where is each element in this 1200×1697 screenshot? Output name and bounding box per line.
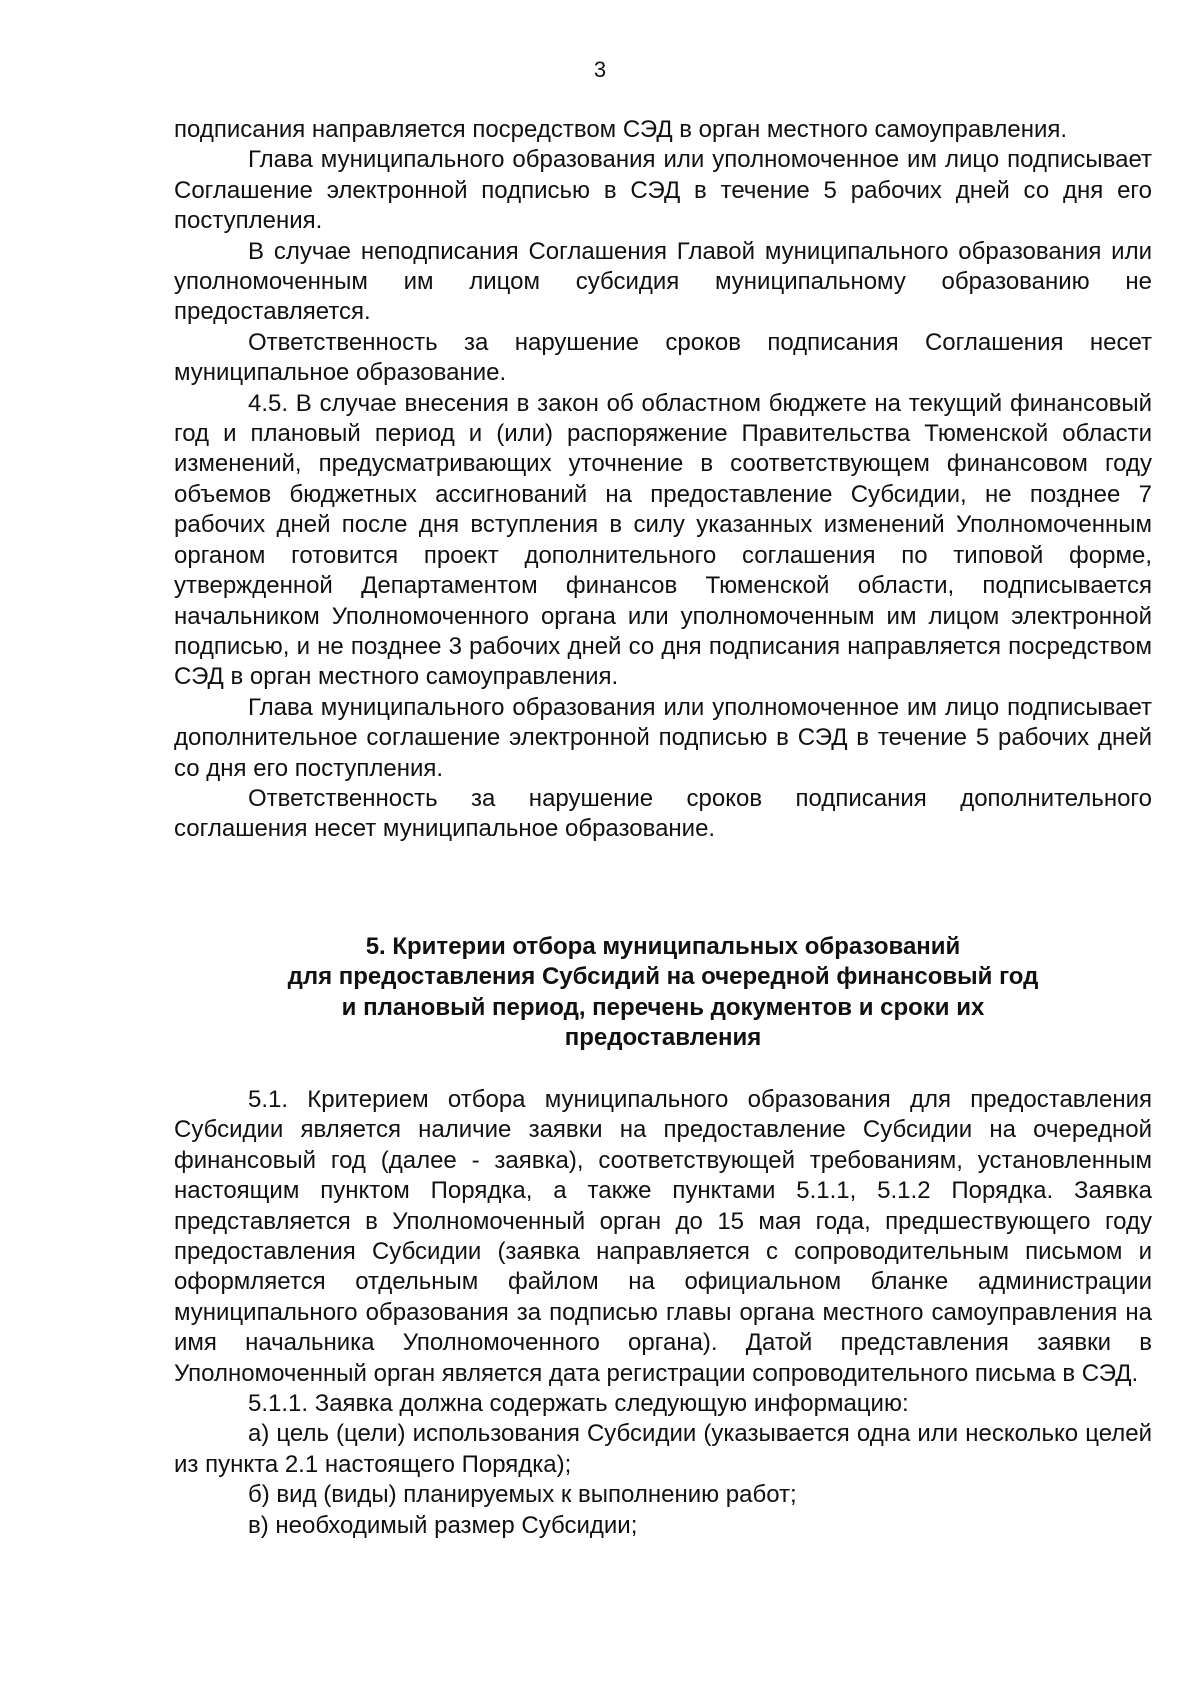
section-heading-line: и плановый период, перечень документов и сроки их bbox=[341, 993, 985, 1021]
paragraph: 5.1.1. Заявка должна содержать следующую информацию: bbox=[248, 1390, 909, 1418]
paragraph: б) вид (виды) планируемых к выполнению работ; bbox=[248, 1481, 797, 1509]
paragraph: Глава муниципального образования или уполномоченное им лицо подписывает Соглашение электронной подписью в СЭД в течение 5 рабочих дней со дня его поступления. bbox=[174, 146, 1152, 235]
paragraph: в) необходимый размер Субсидии; bbox=[248, 1511, 638, 1539]
paragraph: подписания направляется посредством СЭД в орган местного самоуправления. bbox=[174, 116, 1068, 143]
section-heading-line: для предоставления Субсидий на очередной финансовый год bbox=[287, 963, 1039, 991]
section-heading-line: 5. Критерии отбора муниципальных образований bbox=[365, 933, 961, 960]
paragraph: Глава муниципального образования или уполномоченное им лицо подписывает дополнительное соглашение электронной подписью в СЭД в течение 5 рабочих дней со дня его поступления. bbox=[174, 693, 1152, 782]
paragraph: Ответственность за нарушение сроков подписания дополнительного соглашения несет муниципальное образование. bbox=[174, 784, 1152, 843]
section-text-block bbox=[174, 1085, 1152, 1541]
section-heading-line: предоставления bbox=[564, 1024, 762, 1052]
paragraph: Ответственность за нарушение сроков подписания Соглашения несет муниципальное образование. bbox=[174, 328, 1152, 387]
paragraph: В случае неподписания Соглашения Главой муниципального образования или уполномоченным им лицом субсидия муниципальному образованию не предоставляется. bbox=[174, 237, 1152, 326]
paragraph: 4.5. В случае внесения в закон об областном бюджете на текущий финансовый год и плановый период и (или) распоряжение Правительства Тюменской области изменений, предусматривающих уточнение в соответствующем финансовом году объемов бюджетных ассигнований на предоставление Субсидии, не позднее 7 рабочих дней после дня вступления в силу указанных изменений Уполномоченным органом готовится проект дополнительного соглашения по типовой форме, утвержденной Департаментом финансов Тюменской области, подписывается начальником Уполномоченного органа или уполномоченным им лицом электронной подписью, и не позднее 3 рабочих дней со дня подписания направляется посредством СЭД в орган местного самоуправления. bbox=[174, 389, 1152, 691]
page-number: 3 bbox=[593, 57, 607, 82]
intro-text-block bbox=[174, 115, 1152, 845]
section-heading bbox=[174, 932, 1152, 1054]
paragraph: а) цель (цели) использования Субсидии (указывается одна или несколько целей из пункта 2.1 настоящего Порядка); bbox=[174, 1420, 1152, 1478]
paragraph: 5.1. Критерием отбора муниципального образования для предоставления Субсидии является наличие заявки на предоставление Субсидии на очередной финансовый год (далее - заявка), соответствующей требованиям, установленным настоящим пунктом Порядка, а также пунктами 5.1.1, 5.1.2 Порядка. Заявка представляется в Уполномоченный орган до 15 мая года, предшествующего году предоставления Субсидии (заявка направляется с сопроводительным письмом и оформляется отдельным файлом на официальном бланке администрации муниципального образования за подписью главы органа местного самоуправления на имя начальника Уполномоченного органа). Датой представления заявки в Уполномоченный орган является дата регистрации сопроводительного письма в СЭД. bbox=[174, 1086, 1152, 1387]
